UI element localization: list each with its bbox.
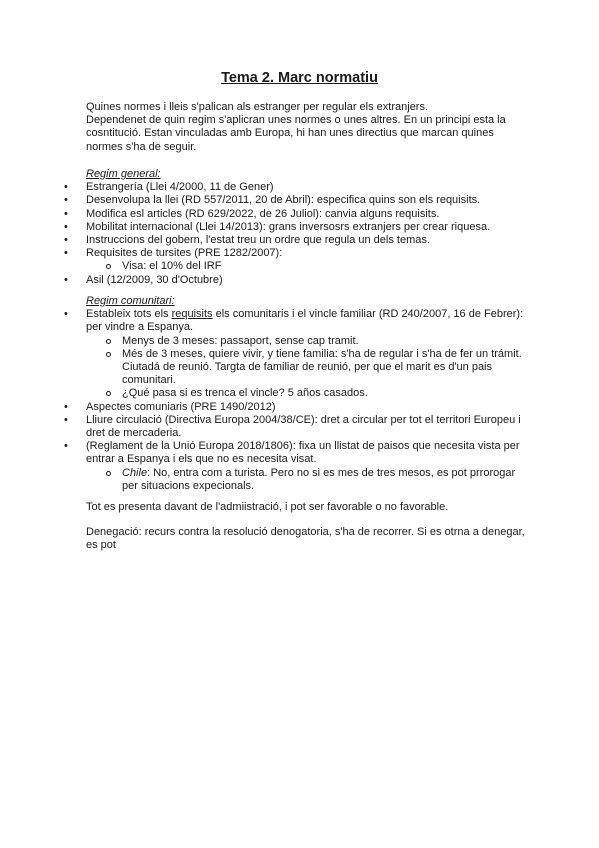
chile-text: : No, entra com a turista. Pero no si es mes de tres mesos, es pot prrorogar per situacions expecionals. bbox=[122, 466, 516, 492]
sub-list bbox=[86, 260, 526, 273]
requisits-underlined: requisits bbox=[171, 308, 213, 321]
list-item: • Modifica esl articles (RD 629/2022, de 26 Juliol): canvia alguns requisits. bbox=[86, 208, 526, 221]
list-item-text-pre: Estableix tots els bbox=[86, 308, 172, 321]
comunitari-list bbox=[86, 308, 526, 493]
list-item: • Lliure circulació (Directiva Europa 2004/38/CE): dret a circular per tot el territori Europeu i dret de mercaderia. bbox=[86, 414, 526, 440]
sub-list-item: ¿Qué pasa si es trenca el vincle? 5 años casados. bbox=[122, 387, 526, 400]
list-item: • Aspectes comuniaris (PRE 1490/2012) bbox=[86, 401, 526, 414]
list-item: • Asil (12/2009, 30 d'Octubre) bbox=[86, 274, 526, 287]
sub-list-item: Visa: el 10% del IRF bbox=[122, 260, 526, 273]
closing-paragraph-1: Tot es presenta davant de l'admiistració, i pot ser favorable o no favorable. bbox=[86, 501, 449, 513]
general-list bbox=[86, 181, 526, 287]
intro-paragraph bbox=[86, 101, 526, 154]
list-item bbox=[86, 440, 526, 493]
sub-list-item: Menys de 3 meses: passaport, sense cap tramit. bbox=[122, 335, 526, 348]
intro-line-2: Dependenet de quin regim s'aplicran unes normes o unes altres. En un principi esta la cosntitució. Estan vinculadas amb Europa, hi han unes directius que marcan quines normes s'ha de seguir. bbox=[86, 114, 506, 153]
list-item-text: Requisites de tursites (PRE 1282/2007): bbox=[86, 247, 283, 260]
list-item-text: (Reglament de la Unió Europa 2018/1806): fixa un llistat de paisos que necesita vista per entrar a Espanya i els que no es necesita visat. bbox=[86, 440, 520, 466]
sub-list-item bbox=[122, 467, 526, 493]
section-regim-general bbox=[86, 168, 526, 287]
list-item bbox=[86, 247, 526, 273]
list-item: • Mobilitat internacional (Llei 14/2013): grans inversosrs extranjers per crear riquesa. bbox=[86, 221, 526, 234]
list-item bbox=[86, 308, 526, 400]
list-item-text-post: els comunitaris i el vincle familiar (RD 240/2007, 16 de Febrer): per vindre a Espanya. bbox=[86, 308, 524, 334]
section-regim-comunitari bbox=[86, 295, 526, 493]
section-heading-comunitari: Regim comunitari: bbox=[86, 295, 175, 307]
section-heading-general: Regim general: bbox=[86, 168, 161, 180]
page-title: Tema 2. Marc normatiu bbox=[221, 70, 378, 86]
list-item: • Desenvolupa la llei (RD 557/2011, 20 de Abril): especifica quins son els requisits. bbox=[86, 194, 526, 207]
sub-list bbox=[86, 335, 526, 401]
list-item: • Instruccions del gobern, l'estat treu un ordre que regula un dels temas. bbox=[86, 234, 526, 247]
chile-label: Chile bbox=[122, 466, 148, 479]
list-item: • Estrangería (Llei 4/2000, 11 de Gener) bbox=[86, 181, 526, 194]
intro-line-1: Quines normes i lleis s'palican als estranger per regular els extranjers. bbox=[86, 101, 429, 113]
sub-list-item: Més de 3 meses, quiere vivir, y tiene familia: s'ha de regular i s'ha de fer un trámit. Ciutadá de reunió. Targta de familiar de reunió, per que el marit es d'un pais comunitari. bbox=[122, 348, 526, 388]
closing-paragraph-2: Denegació: recurs contra la resolució denogatoria, s'ha de recorrer. Si es otrna a denegar, es pot bbox=[86, 526, 525, 552]
sub-list bbox=[86, 467, 526, 493]
